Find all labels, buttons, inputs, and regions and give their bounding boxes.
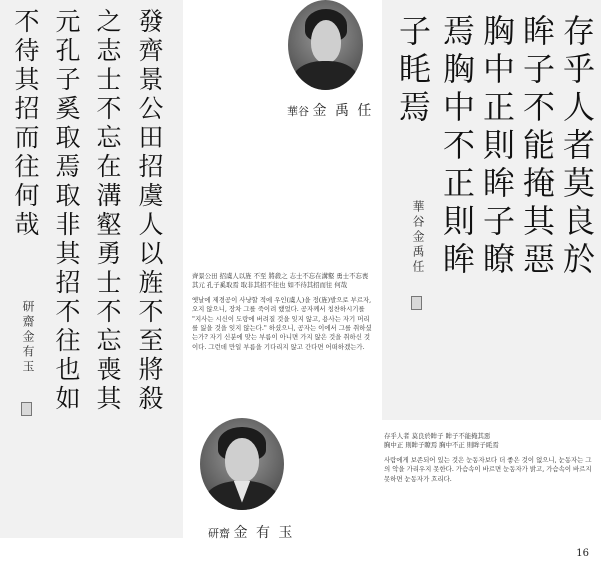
artist-pen-name-top: 華谷 (287, 105, 309, 118)
artist-pen-name-bottom: 研齋 (208, 527, 230, 540)
right-column-2: 眸子不能掩其惡 (518, 14, 556, 280)
right-column-1: 存乎人者莫良於 (558, 14, 596, 280)
caption-right-original-1: 存乎人者 莫良於眸子 眸子不能掩其惡 (384, 432, 491, 440)
left-column-4: 不待其招而往何哉 (11, 8, 40, 240)
left-signature: 研齋金有玉 (21, 300, 35, 375)
caption-left (192, 272, 374, 357)
page-number: 16 (576, 548, 589, 559)
right-column-4: 焉胸中不正則眸 (438, 14, 476, 280)
artist-name-top (287, 100, 373, 120)
portrait-photo-top (288, 0, 363, 90)
right-column-3: 胸中正則眸子瞭 (478, 14, 516, 280)
caption-right-original-2: 胸中正 則眸子瞭焉 胸中不正 則眸子眊焉 (384, 441, 499, 450)
artist-full-name-bottom: 金 有 玉 (233, 525, 295, 541)
artist-name-bottom (208, 522, 294, 542)
portrait-face (311, 20, 341, 63)
right-seal (411, 296, 422, 310)
left-calligraphy-panel (0, 0, 183, 538)
left-column-2: 之志士不忘在溝壑勇士不忘喪其 (93, 8, 122, 414)
portrait-body (292, 61, 360, 90)
caption-right-translation: 사람에게 보존되어 있는 것은 눈동자보다 더 좋은 것이 없으니, 눈동자는 그의 악을 가리우지 못한다. 가슴속이 바르면 눈동자가 밝고, 가슴속이 바르지 못하면 눈동자가 흐리다. (384, 455, 592, 483)
caption-right (384, 432, 596, 489)
left-seal (21, 402, 32, 416)
portrait-photo-bottom (200, 418, 284, 510)
caption-left-translation: 옛날에 제경공이 사냥할 적에 우인(虞人)을 정(旌)발으로 부르자, 오지 않으니, 장차 그를 죽이려 했었다. 공자께서 칭찬하시기를 "지사는 시신이 도랑에 버려질 것을 잊지 않고, 용사는 자기 머리를 잃을 것을 잊지 않는다." 하셨으니, 공자는 이에서 그를 취하셨는가? 자기 신분에 맞는 부름이 아니면 가지 않은 것을 취하신 것이다. 그런데 만일 부름을 기다리지 않고 간다면 어떠하겠는가. (192, 295, 372, 351)
left-column-3: 元孔子奚取焉取非其招不往也如 (52, 8, 81, 414)
left-column-1: 發齊景公田招虞人以旌不至將殺 (135, 8, 164, 414)
right-signature: 華谷金禹任 (411, 200, 425, 275)
artist-full-name-top: 金 禹 任 (312, 103, 374, 119)
caption-left-original: 齊景公田 招虞人以旌 不至 將殺之 志士不忘在溝壑 勇士不忘喪其元 孔子奚取焉 取非其招不往也 如不待其招而往 何哉 (192, 272, 369, 290)
portrait-face (225, 438, 259, 482)
right-calligraphy-panel (382, 0, 601, 420)
right-column-5: 子眊焉 (394, 14, 432, 128)
